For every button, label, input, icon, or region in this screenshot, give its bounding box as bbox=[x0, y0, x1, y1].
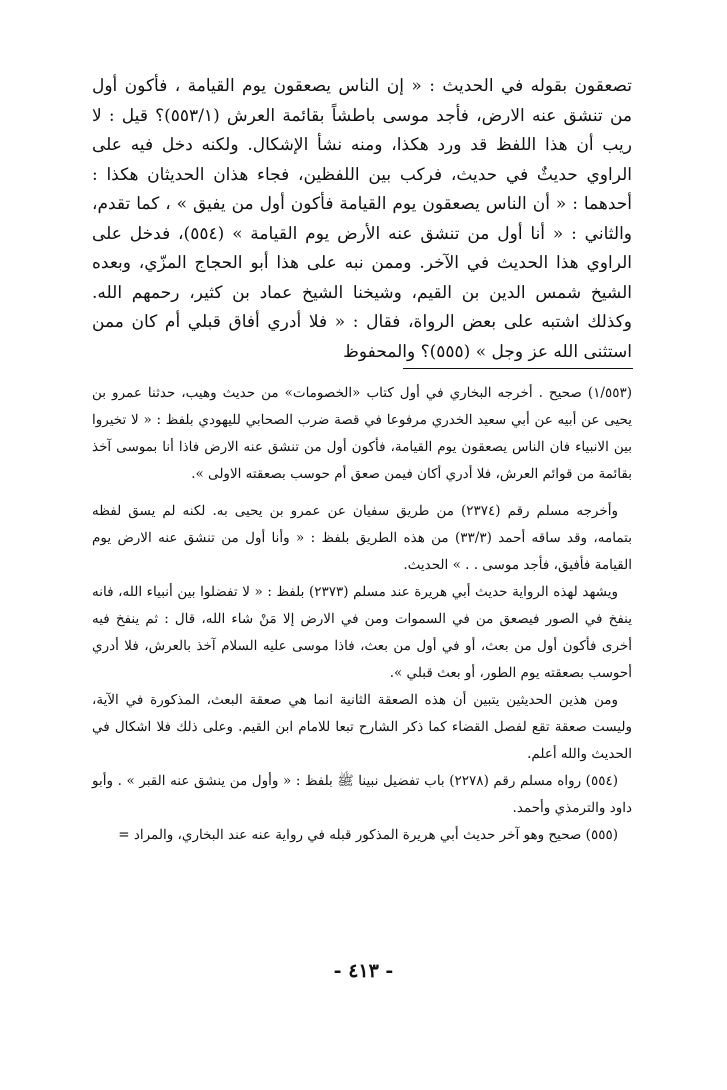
page-number: - ٤١٣ - bbox=[333, 960, 394, 982]
footnotes bbox=[92, 380, 632, 849]
footnote-separator bbox=[403, 368, 633, 369]
main-text bbox=[92, 72, 632, 367]
footnote-553: (١/٥٥٣) صحيح . أخرجه البخاري في أول كتاب «الخصومات» من حديث وهيب، حدثنا عمرو بن يحيى عن أبيه عن أبي سعيد الخدري مرفوعا في قصة ضرب الصحابي لليهودي بلفظ : « لا تخيروا بين الانبياء فان الناس يصعقون يوم القيامة، فأكون أول من تنشق عنه الارض فاذا أنا بموسى آخذ بقائمة من قوائم العرش، فلا أدري أكان فيمن صعق أم حوسب بصعقته الاولى ». bbox=[92, 385, 632, 482]
footnote-553-muslim: وأخرجه مسلم رقم (٢٣٧٤) من طريق سفيان عن عمرو بن يحيى به. لكنه لم يسق لفظه بتمامه، وقد ساقه أحمد (٣٣/٣) من هذه الطريق بلفظ : « وأنا أول من تنشق عنه الارض يوم القيامة فأفيق، فأجد موسى . . » الحديث. bbox=[92, 503, 632, 573]
footnote-553-conclusion: ومن هذين الحديثين يتبين أن هذه الصعقة الثانية انما هي صعقة البعث، المذكورة في الآية، وليست صعقة تقع لفصل القضاء كما ذكر الشارح تبعا للامام ابن القيم. وعلى ذلك فلا اشكال في الحديث والله أعلم. bbox=[92, 692, 632, 762]
footnote-555: (٥٥٥) صحيح وهو آخر حديث أبي هريرة المذكور قبله في رواية عنه عند البخاري، والمراد = bbox=[118, 827, 618, 843]
main-paragraph: تصعقون بقوله في الحديث : « إن الناس يصعقون يوم القيامة ، فأكون أول من تنشق عنه الارض، فأجد موسى باطشاً بقائمة العرش (٥٥٣/١)؟ قيل : لا ريب أن هذا اللفظ قد ورد هكذا، ومنه نشأ الإشكال. ولكنه دخل فيه على الراوي حديثٌ في حديث، فركب بين اللفظين، فجاء هذان الحديثان هكذا : أحدهما : « أن الناس يصعقون يوم القيامة فأكون أول من يفيق » ، كما تقدم، والثاني : « أنا أول من تنشق عنه الأرض يوم القيامة » (٥٥٤)، فدخل على الراوي هذا الحديث في الآخر. وممن نبه على هذا أبو الحجاج المزّي، وبعده الشيخ شمس الدين بن القيم، وشيخنا الشيخ عماد بن كثير، رحمهم الله. وكذلك اشتبه على بعض الرواة، فقال : « فلا أدري أفاق قبلي أم كان ممن استثنى الله عز وجل » (٥٥٥)؟ والمحفوظ bbox=[92, 76, 632, 362]
footnote-553-witness: ويشهد لهذه الرواية حديث أبي هريرة عند مسلم (٢٣٧٣) بلفظ : « لا تفضلوا بين أنبياء الله، فانه ينفخ في الصور فيصعق من في السموات ومن في الارض إلا مَنْ شاء الله، قال : ثم ينفخ فيه أخرى فأكون أول من بعث، أو في أول من بعث، فاذا موسى عليه السلام آخذ بالعرش، فلا أدري أحوسب بصعقته يوم الطور، أو بعث قبلي ». bbox=[92, 584, 632, 681]
footnote-554: (٥٥٤) رواه مسلم رقم (٢٢٧٨) باب تفضيل نبينا ﷺ بلفظ : « وأول من ينشق عنه القبر » . وأبو داود والترمذي وأحمد. bbox=[92, 773, 632, 816]
